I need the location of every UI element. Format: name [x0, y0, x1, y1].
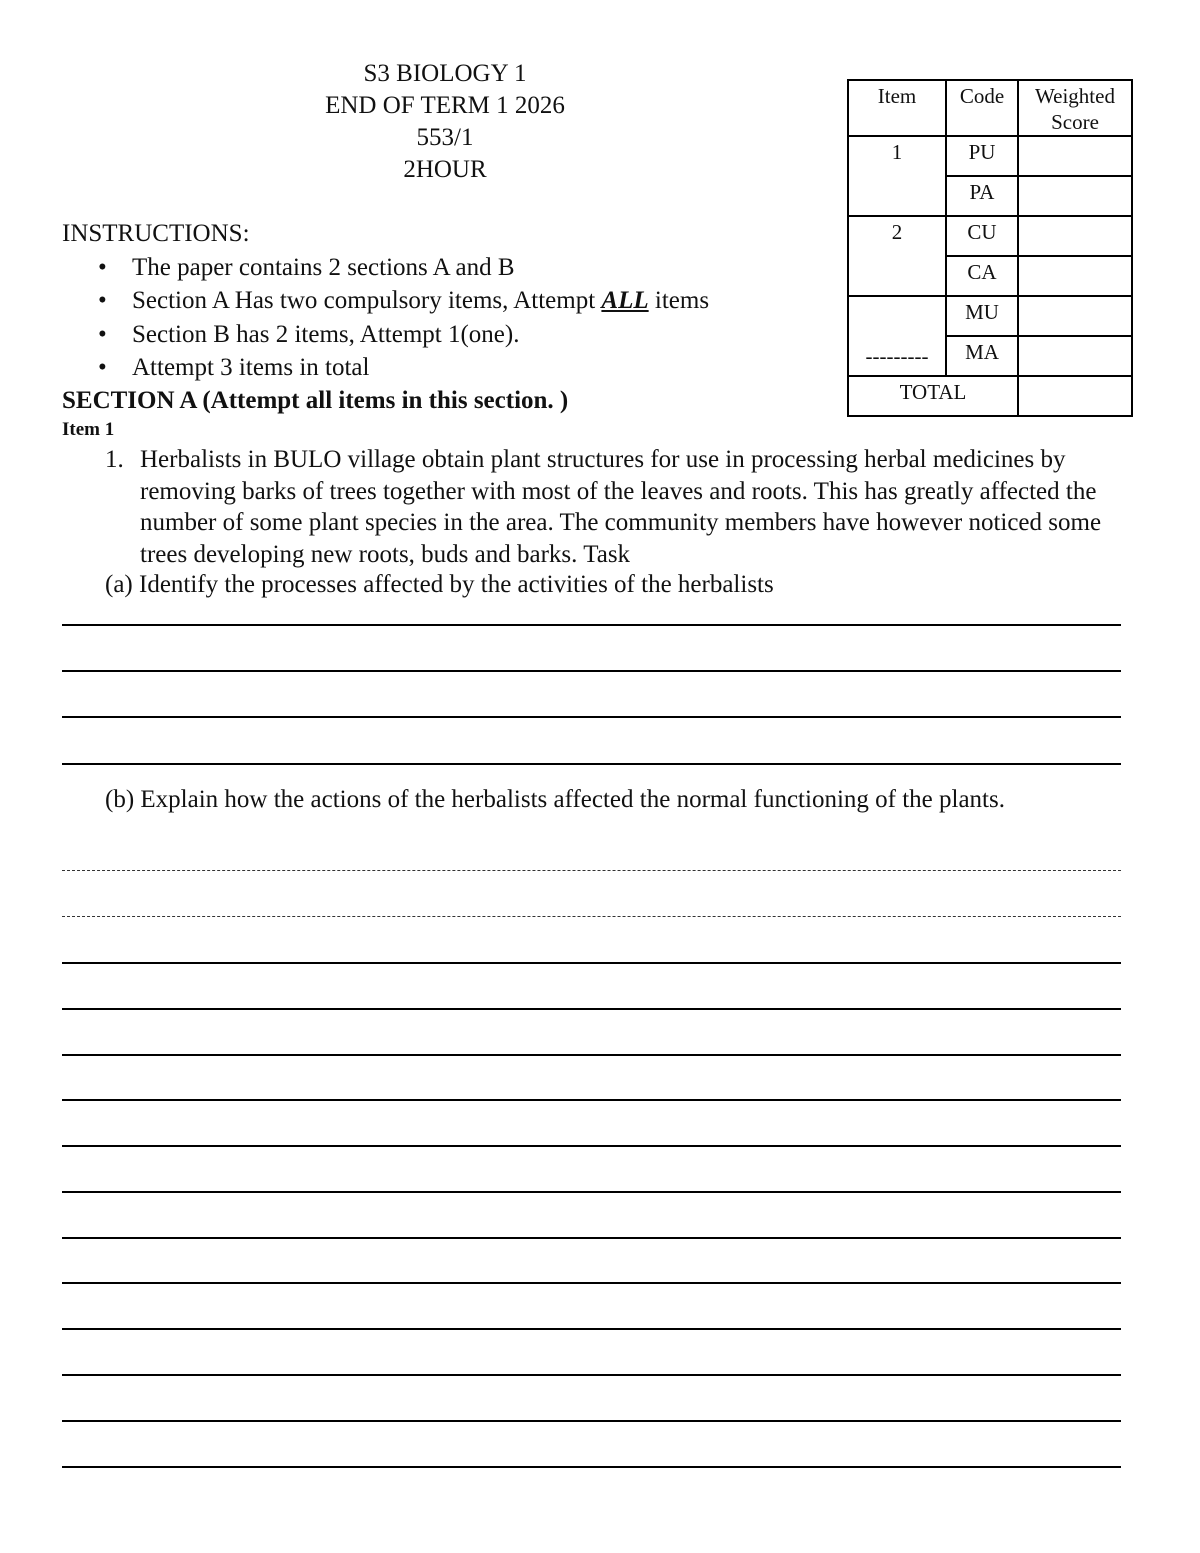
score-cell[interactable]	[1018, 336, 1132, 376]
answer-line[interactable]	[62, 1282, 1121, 1284]
answer-line[interactable]	[62, 1191, 1121, 1193]
score-table-total-row	[848, 376, 1132, 416]
answer-line[interactable]	[62, 1054, 1121, 1056]
question-1	[105, 444, 1135, 570]
score-table-header-row	[848, 80, 1132, 136]
score-cell[interactable]	[1018, 296, 1132, 336]
emphasis-all: ALL	[601, 287, 649, 314]
question-text: Herbalists in BULO village obtain plant structures for use in processing herbal medicines by removing barks of trees together with most of the leaves and roots. This has greatly affected the number of some plant species in the area. The community members have however noticed some trees developing new roots, buds and barks. Task	[140, 446, 1102, 568]
answer-line[interactable]	[62, 1237, 1121, 1239]
answer-line[interactable]	[62, 1008, 1121, 1010]
answer-line[interactable]	[62, 763, 1121, 765]
item-cell: ---------	[848, 296, 946, 376]
answer-line[interactable]	[62, 624, 1121, 626]
code-cell: PU	[946, 136, 1018, 176]
answer-line[interactable]	[62, 1466, 1121, 1468]
paper-code: 553/1	[416, 124, 474, 151]
item-cell: 2	[848, 216, 946, 296]
exam-duration: 2HOUR	[403, 156, 487, 183]
answer-line[interactable]	[62, 716, 1121, 718]
score-cell[interactable]	[1018, 216, 1132, 256]
code-cell: CU	[946, 216, 1018, 256]
instruction-text: Section A Has two compulsory items, Attempt	[132, 287, 602, 314]
answer-line[interactable]	[62, 1145, 1121, 1147]
score-cell[interactable]	[1018, 136, 1132, 176]
answer-line[interactable]	[62, 670, 1121, 672]
instructions	[62, 217, 709, 385]
score-table-row	[848, 136, 1132, 176]
exam-header	[300, 58, 590, 186]
code-cell: PA	[946, 176, 1018, 216]
header-code: Code	[946, 80, 1018, 136]
code-cell: CA	[946, 256, 1018, 296]
score-table-row	[848, 296, 1132, 336]
answer-line[interactable]	[62, 1374, 1121, 1376]
header-weighted-score: Weighted Score	[1018, 80, 1132, 136]
answer-line[interactable]	[62, 1328, 1121, 1330]
instruction-item: • Section B has 2 items, Attempt 1(one).	[132, 318, 709, 352]
instructions-list	[62, 251, 709, 385]
part-b-prompt: (b) Explain how the actions of the herbalists affected the normal functioning of the plants.	[105, 786, 1005, 813]
exam-title: S3 BIOLOGY 1	[363, 60, 527, 87]
instructions-title: INSTRUCTIONS:	[62, 220, 250, 247]
part-a-prompt: (a) Identify the processes affected by the activities of the herbalists	[105, 571, 774, 598]
total-label: TOTAL	[848, 376, 1018, 416]
score-cell[interactable]	[1018, 256, 1132, 296]
instruction-text: items	[648, 287, 710, 314]
code-cell: MU	[946, 296, 1018, 336]
item-cell: 1	[848, 136, 946, 216]
answer-line[interactable]	[62, 870, 1121, 871]
answer-line[interactable]	[62, 962, 1121, 964]
item-label: Item 1	[62, 419, 115, 440]
section-a-heading: SECTION A (Attempt all items in this section. )	[62, 387, 569, 414]
exam-term: END OF TERM 1 2026	[325, 92, 565, 119]
instruction-item: • The paper contains 2 sections A and B	[132, 251, 709, 285]
score-cell[interactable]	[1018, 176, 1132, 216]
answer-line[interactable]	[62, 1099, 1121, 1101]
instruction-item	[132, 284, 709, 318]
instruction-item: • Attempt 3 items in total	[132, 351, 709, 385]
answer-line[interactable]	[62, 916, 1121, 917]
header-item: Item	[848, 80, 946, 136]
score-table	[847, 79, 1133, 417]
code-cell: MA	[946, 336, 1018, 376]
total-score-cell[interactable]	[1018, 376, 1132, 416]
question-number: 1.	[105, 446, 124, 473]
answer-line[interactable]	[62, 1420, 1121, 1422]
score-table-row	[848, 216, 1132, 256]
